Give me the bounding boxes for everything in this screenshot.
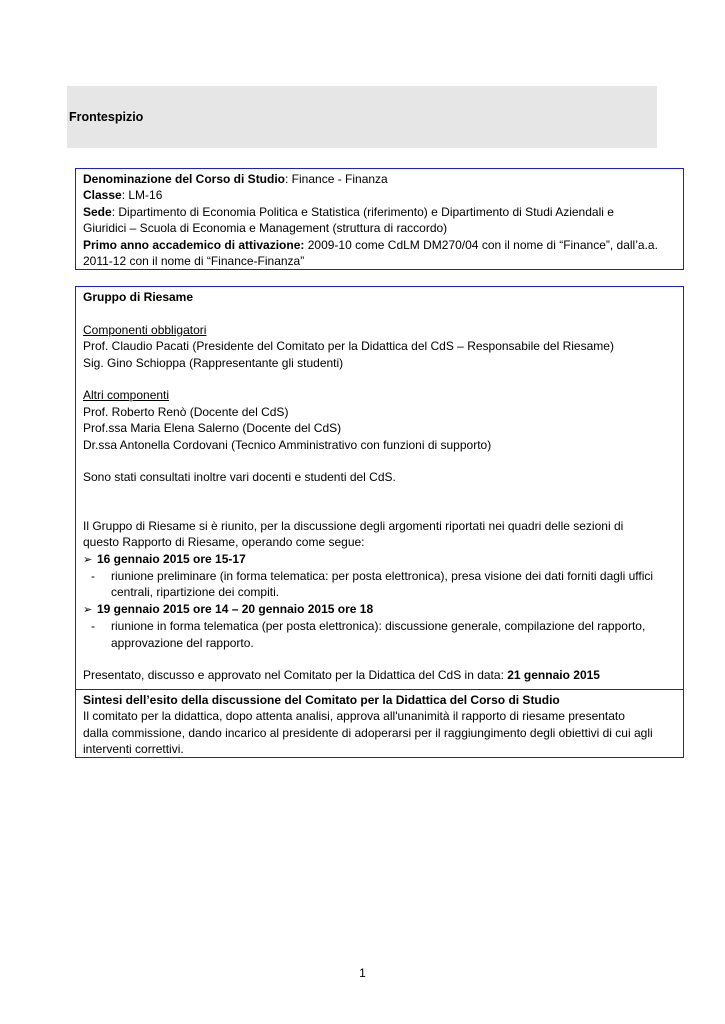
member-cordovani: Dr.ssa Antonella Cordovani (Tecnico Amministrativo con funzioni di supporto) (83, 437, 492, 452)
meeting-1-date-row (83, 551, 676, 568)
meeting-2-line2: approvazione del rapporto. (111, 635, 254, 650)
presentato-date: 21 gennaio 2015 (507, 668, 600, 683)
member-salerno: Prof.ssa Maria Elena Salerno (Docente del CdS) (83, 421, 342, 436)
member-pacati: Prof. Claudio Pacati (Presidente del Comitato per la Didattica del CdS – Responsabile del Riesame) (83, 339, 614, 354)
sintesi-box (75, 689, 684, 758)
member-schioppa: Sig. Gino Schioppa (Rappresentante gli studenti) (83, 355, 344, 370)
meeting-2-date: 19 gennaio 2015 ore 14 – 20 gennaio 2015 ore 18 (97, 601, 374, 616)
course-info-box (75, 168, 684, 270)
denominazione-value: : Finance - Finanza (285, 172, 388, 186)
dash-bullet-icon: - (91, 569, 95, 584)
arrow-bullet-icon: ➢ (83, 603, 93, 616)
meeting-2-date-row (83, 601, 676, 618)
sede-value-2: Giuridici – Scuola di Economia e Management (struttura di raccordo) (83, 221, 448, 236)
primo-anno-value-2: 2011-12 con il nome di “Finance-Finanza” (83, 254, 305, 269)
page-number: 1 (359, 966, 366, 980)
primo-anno-line (83, 237, 676, 253)
dash-bullet-icon: - (91, 619, 95, 634)
meeting-1-line1: riunione preliminare (in forma telematica: per posta elettronica), presa visione dei dati forniti dagli uffici (111, 569, 654, 584)
classe-value: : LM-16 (121, 188, 163, 203)
presentato-line (83, 667, 676, 683)
denominazione-label: Denominazione del Corso di Studio (83, 172, 286, 186)
gruppo-title: Gruppo di Riesame (83, 290, 194, 304)
obbligatori-heading: Componenti obbligatori (83, 322, 207, 337)
denominazione-line (83, 171, 676, 187)
presentato-text: Presentato, discusso e approvato nel Comitato per la Didattica del CdS in data: (83, 668, 508, 683)
meeting-2-desc (83, 618, 676, 651)
altri-heading: Altri componenti (83, 388, 170, 403)
gruppo-riesame-box (75, 286, 684, 690)
sintesi-line-3: interventi correttivi. (83, 742, 184, 757)
sintesi-title: Sintesi dell’esito della discussione del Comitato per la Didattica del Corso di Studio (83, 693, 560, 707)
meeting-1-desc (83, 568, 676, 601)
section-title: Frontespizio (69, 110, 144, 124)
meeting-1-line2: centrali, ripartizione dei compiti. (111, 585, 280, 600)
consultati-text: Sono stati consultati inoltre vari docenti e studenti del CdS. (83, 470, 396, 485)
sede-line (83, 204, 676, 220)
primo-anno-value-1: 2009-10 come CdLM DM270/04 con il nome di “Finance”, dall’a.a. (304, 237, 658, 252)
meeting-2-line1: riunione in forma telematica (per posta elettronica): discussione generale, compilazione del rapporto, (111, 619, 646, 634)
arrow-bullet-icon: ➢ (83, 553, 93, 566)
section-header (67, 86, 657, 148)
meeting-1-date: 16 gennaio 2015 ore 15-17 (97, 551, 246, 566)
sede-value-1: : Dipartimento di Economia Politica e Statistica (riferimento) e Dipartimento di Studi Aziendali e (111, 204, 614, 219)
sintesi-line-1: Il comitato per la didattica, dopo attenta analisi, approva all'unanimità il rapporto di riesame presentato (83, 709, 625, 724)
primo-anno-label: Primo anno accademico di attivazione: (83, 237, 305, 252)
sintesi-line-2: dalla commissione, dando incarico al presidente di adoperarsi per il raggiungimento degli obiettivi di cui agli (83, 725, 653, 740)
riunito-text-2: questo Rapporto di Riesame, operando come segue: (83, 535, 365, 550)
sede-label: Sede (83, 204, 112, 219)
classe-line (83, 187, 676, 203)
riunito-text-1: Il Gruppo di Riesame si è riunito, per la discussione degli argomenti riportati nei quadri delle sezioni di (83, 518, 624, 533)
member-reno: Prof. Roberto Renò (Docente del CdS) (83, 404, 289, 419)
classe-label: Classe (83, 188, 122, 203)
